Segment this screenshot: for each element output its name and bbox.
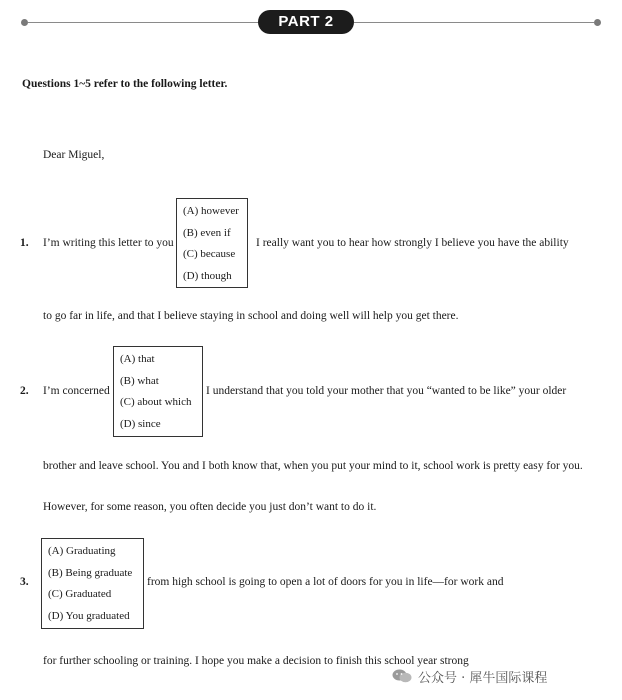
question-3-continuation: for further schooling or training. I hope you make a decision to finish this school year strong: [43, 655, 469, 667]
question-2-option-b[interactable]: (B) what: [120, 374, 159, 387]
salutation: Dear Miguel,: [43, 149, 105, 161]
wechat-icon: [392, 669, 412, 683]
question-1-option-c[interactable]: (C) because: [183, 248, 236, 260]
question-3-text-after: from high school is going to open a lot of doors for you in life—for work and: [147, 576, 504, 588]
question-1-option-b[interactable]: (B) even if: [183, 226, 231, 239]
question-2-options: [113, 346, 203, 437]
header-rule-left: [28, 22, 260, 23]
question-1-option-a[interactable]: (A) however: [183, 205, 239, 217]
question-3-option-b[interactable]: (B) Being graduate: [48, 566, 133, 579]
question-2-option-c[interactable]: (C) about which: [120, 396, 192, 408]
question-3-option-a[interactable]: (A) Graduating: [48, 545, 116, 557]
header-left-dot: [21, 19, 28, 26]
question-1-options: [176, 198, 248, 288]
question-1-text-after: I really want you to hear how strongly I believe you have the ability: [256, 237, 569, 249]
question-3-option-c[interactable]: (C) Graduated: [48, 588, 112, 600]
question-2-continuation-2: However, for some reason, you often decide you just don’t want to do it.: [43, 501, 377, 513]
question-1-number: 1.: [20, 237, 29, 249]
watermark: [392, 666, 614, 686]
question-1-option-d[interactable]: (D) though: [183, 269, 232, 282]
question-2-continuation-1: brother and leave school. You and I both know that, when you put your mind to it, school work is pretty easy for you.: [43, 460, 583, 472]
part-title: PART 2: [258, 10, 354, 34]
header-rule-right: [354, 22, 594, 23]
question-1-continuation: to go far in life, and that I believe staying in school and doing well will help you get there.: [43, 310, 459, 322]
question-2-option-a[interactable]: (A) that: [120, 353, 155, 365]
header-right-dot: [594, 19, 601, 26]
question-1-text-before: I’m writing this letter to you: [43, 237, 174, 249]
question-2-text-before: I’m concerned: [43, 385, 110, 397]
question-3-number: 3.: [20, 576, 29, 588]
question-3-options: [41, 538, 144, 629]
question-2-option-d[interactable]: (D) since: [120, 417, 161, 430]
question-3-option-d[interactable]: (D) You graduated: [48, 609, 130, 622]
question-2-number: 2.: [20, 385, 29, 397]
instructions: Questions 1~5 refer to the following letter.: [22, 78, 228, 90]
watermark-text: 公众号 · 犀牛国际课程: [418, 670, 548, 686]
question-2-text-after: I understand that you told your mother that you “wanted to be like” your older: [206, 385, 567, 397]
